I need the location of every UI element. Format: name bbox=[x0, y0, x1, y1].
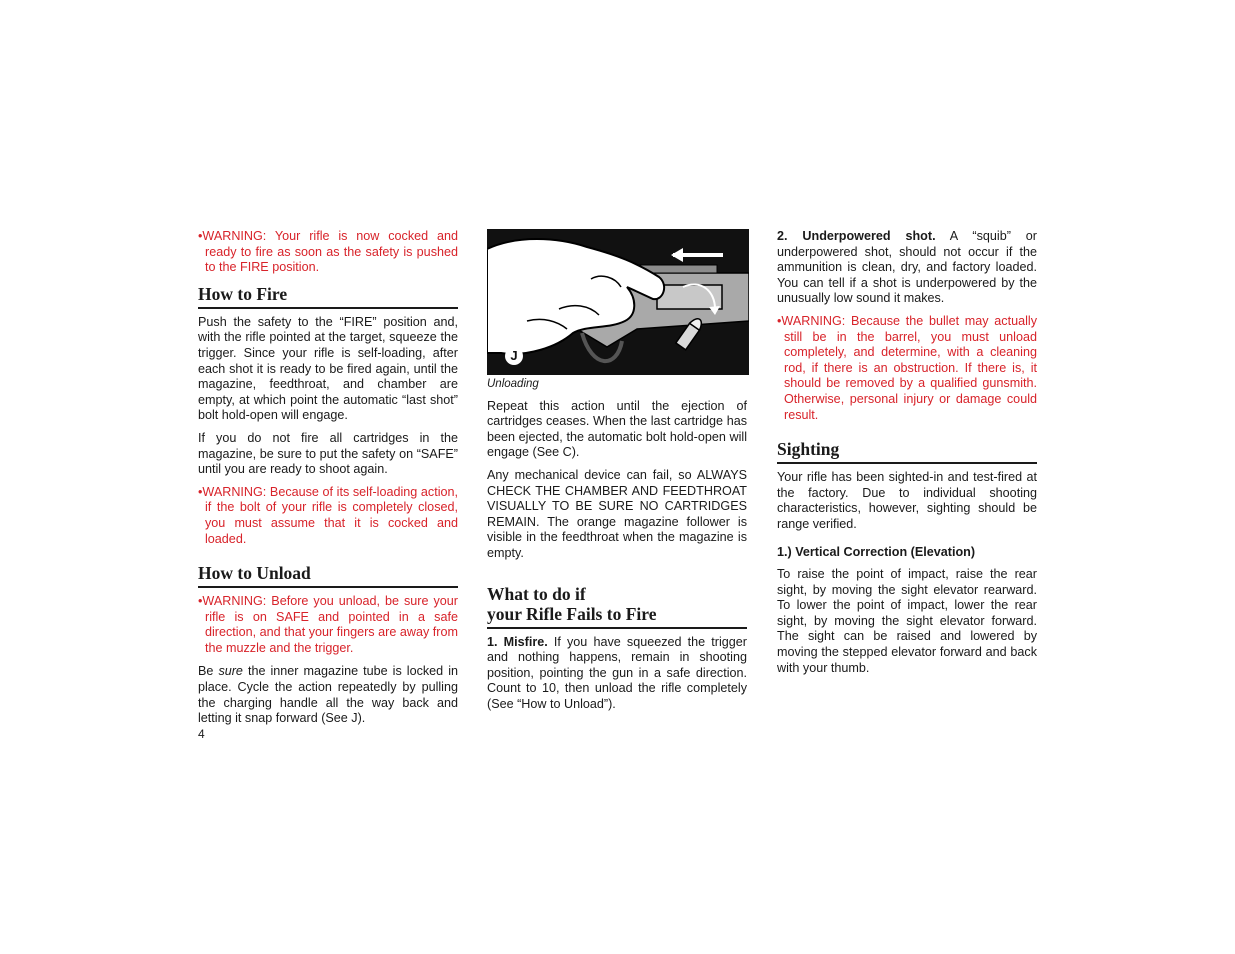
unloading-illustration bbox=[487, 229, 749, 375]
repeat-paragraph: Repeat this action until the ejection of cartridges ceases. When the last cartridge has been ejected, the automatic bolt hold-open will engage (See C). bbox=[487, 398, 747, 460]
fire-paragraph-1: Push the safety to the “FIRE” position and, with the rifle pointed at the target, squeeze the trigger. Since your rifle is self-loading, after each shot it is ready to be fired again, until the magazine, feedthroat, and chamber are empty, at which point the automatic “last shot” bolt hold-open will engage. bbox=[198, 314, 458, 423]
figure-label-j: J bbox=[505, 347, 523, 365]
fire-paragraph-2: If you do not fire all cartridges in the magazine, be sure to put the safety on “SAFE” until you are ready to shoot again. bbox=[198, 430, 458, 477]
heading-sighting: Sighting bbox=[777, 439, 1037, 464]
vertical-correction-paragraph: To raise the point of impact, raise the rear sight, by moving the sight elevator rearward. To lower the point of impact, lower the rear sight, by moving the sight elevator forward. The sight can be raised and lowered by moving the stepped elevator forward and back with your thumb. bbox=[777, 567, 1037, 675]
column-right bbox=[777, 229, 1037, 683]
warning-bullet-in-barrel: •WARNING: Because the bullet may actually still be in the barrel, you must unload completely, and determine, with a cleaning rod, if there is an obstruction. If there is, it should be removed by a qualified gunsmith. Otherwise, personal injury or damage could result. bbox=[777, 313, 1037, 422]
underpowered-paragraph: 2. Underpowered shot. A “squib” or underpowered shot, should not occur if the ammunition is clean, dry, and factory loaded. You can tell if a shot is underpowered by the unusually low sound it makes. bbox=[777, 229, 1037, 306]
rifle-hand-illustration bbox=[487, 229, 749, 375]
emphasis-sure: sure bbox=[218, 664, 243, 679]
warning-cocked: •WARNING: Your rifle is now cocked and ready to fire as soon as the safety is pushed to the FIRE position. bbox=[198, 229, 458, 275]
misfire-lead: 1. Misfire. bbox=[487, 634, 548, 649]
heading-how-to-fire: How to Fire bbox=[198, 284, 458, 309]
subheading-vertical-correction: 1.) Vertical Correction (Elevation) bbox=[777, 544, 976, 559]
figure-caption: Unloading bbox=[487, 378, 539, 390]
heading-how-to-unload: How to Unload bbox=[198, 563, 458, 588]
page-number: 4 bbox=[198, 727, 205, 741]
unload-paragraph: Be sure the inner magazine tube is locked in place. Cycle the action repeatedly by pulling the charging handle all the way back and letting it snap forward (See J). bbox=[198, 664, 459, 726]
warning-before-unload: •WARNING: Before you unload, be sure your rifle is on SAFE and pointed in a safe direction, and that your fingers are away from the muzzle and the trigger. bbox=[198, 594, 458, 655]
mechanical-device-paragraph: Any mechanical device can fail, so ALWAYS CHECK THE CHAMBER AND FEEDTHROAT VISUALLY TO BE SURE NO CARTRIDGES REMAIN. The orange magazine follower is visible in the feedthroat when the magazine is empty. bbox=[487, 467, 747, 560]
warning-self-loading: •WARNING: Because of its self-loading action, if the bolt of your rifle is completely closed, you must assume that it is cocked and loaded. bbox=[198, 484, 458, 546]
underpowered-lead: 2. Underpowered shot. bbox=[777, 229, 936, 243]
heading-fails-to-fire: What to do if your Rifle Fails to Fire bbox=[487, 584, 747, 629]
misfire-paragraph: 1. Misfire. If you have squeezed the trigger and nothing happens, remain in shooting position, pointing the gun in a safe direction. Count to 10, then unload the rifle completely (See “How to Unload”). bbox=[487, 634, 747, 711]
sighting-paragraph: Your rifle has been sighted-in and test-fired at the factory. Due to individual shooting characteristics, however, sighting should be range verified. bbox=[777, 470, 1037, 531]
column-left bbox=[198, 229, 458, 734]
column-middle bbox=[487, 229, 747, 720]
